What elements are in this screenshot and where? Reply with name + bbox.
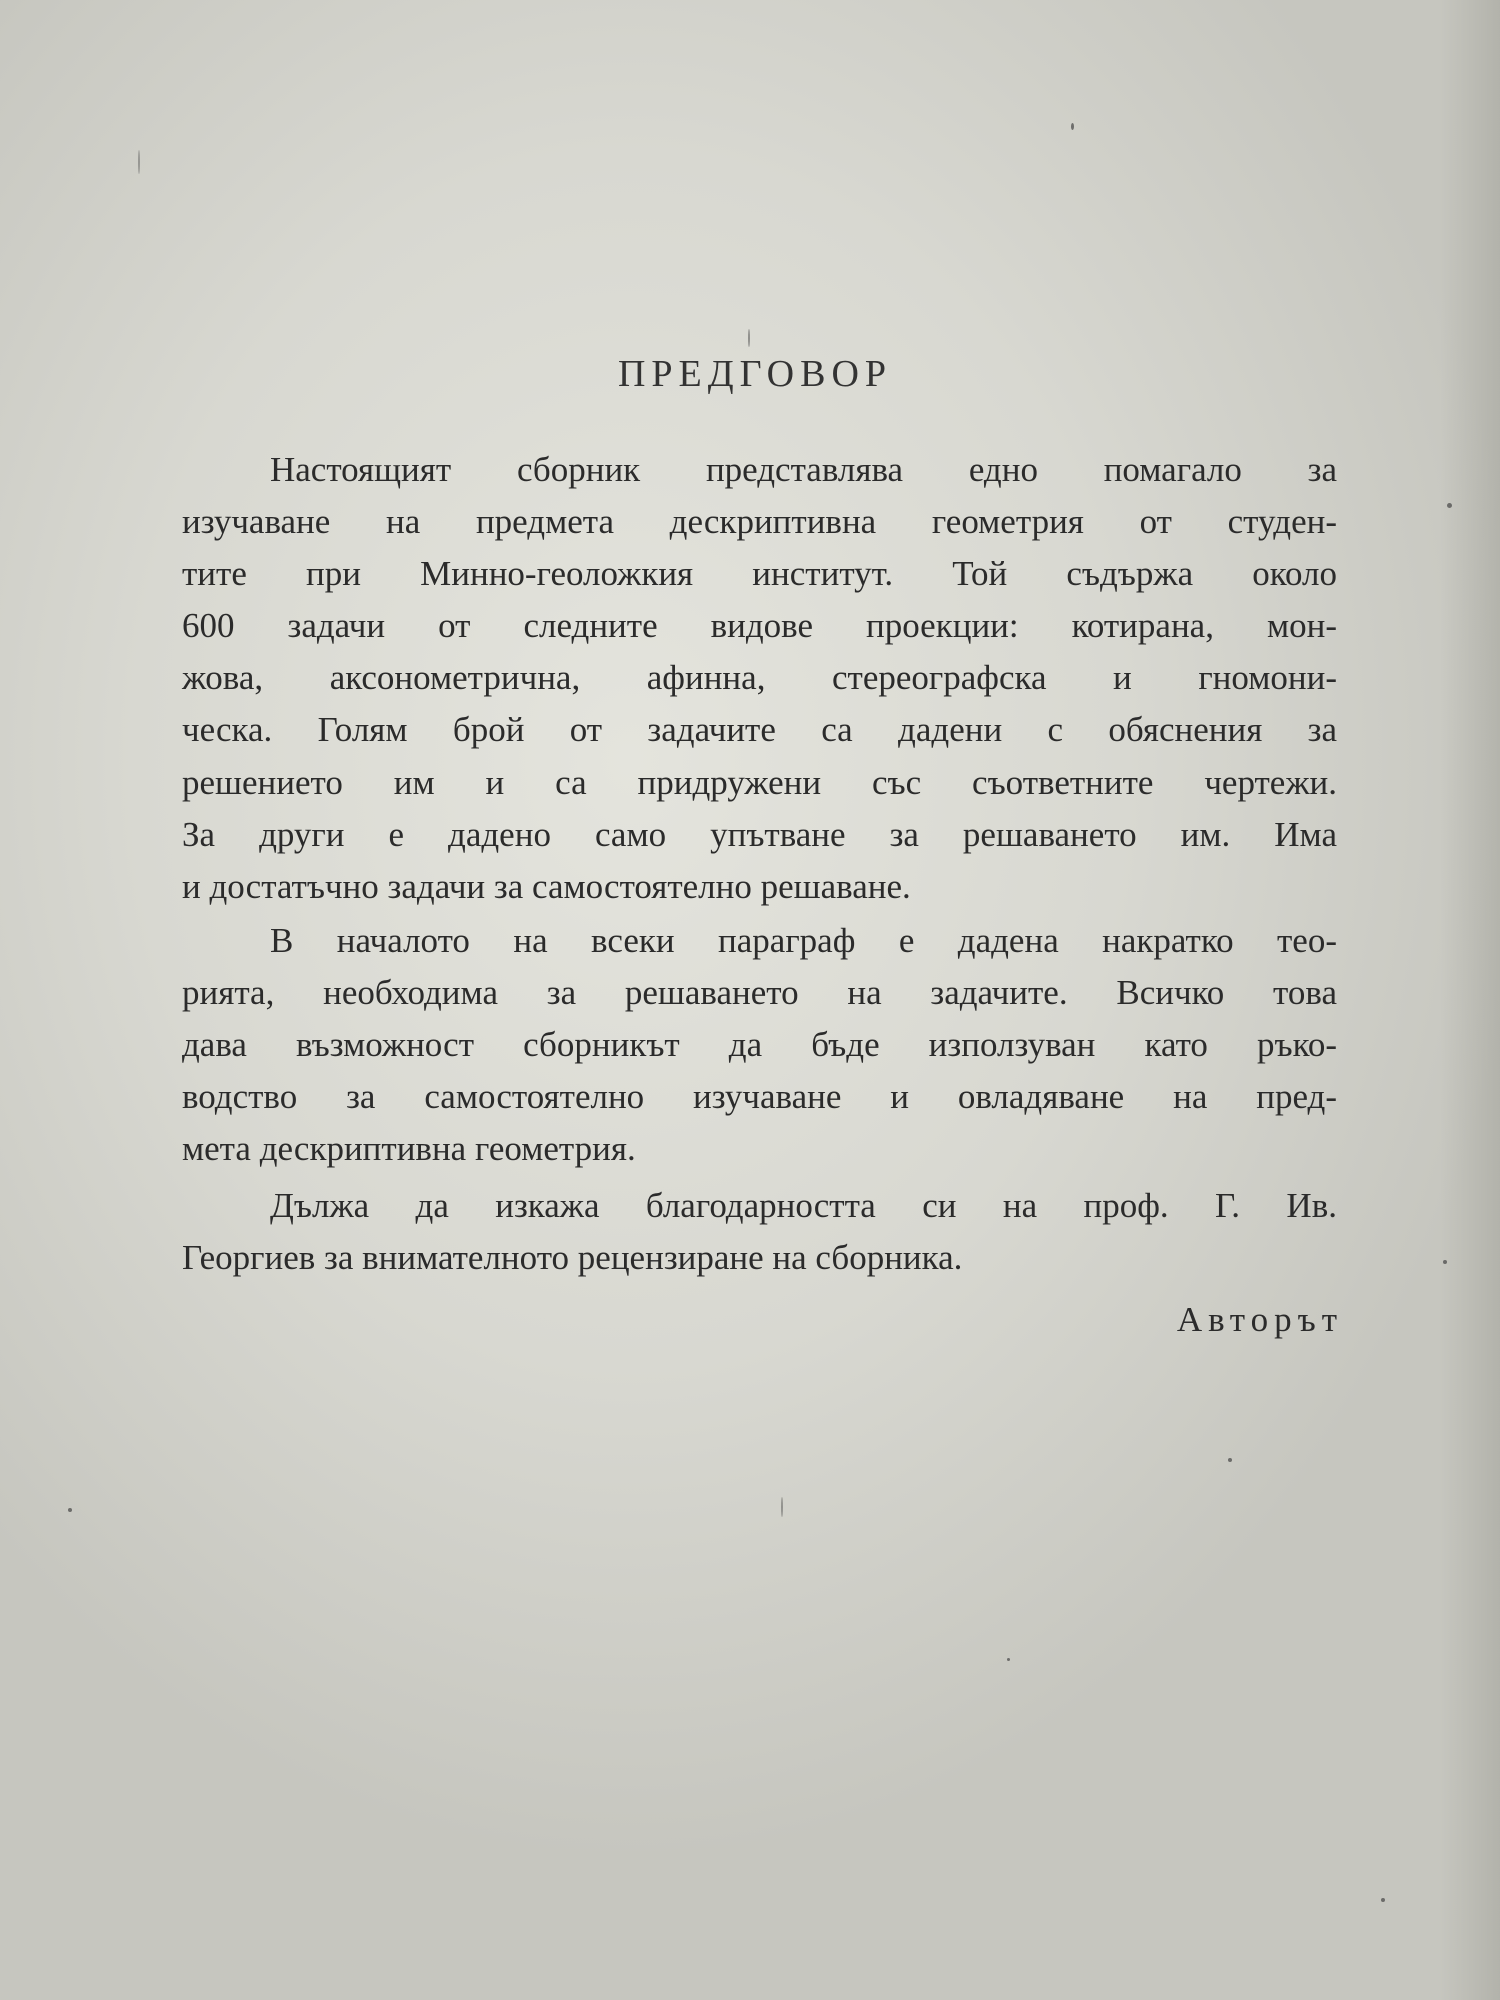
paper-speck (1007, 1658, 1010, 1661)
page-title: ПРЕДГОВОР (617, 353, 893, 395)
paper-speck (1228, 1458, 1232, 1462)
text-line: Дължа да изкажа благодарността си на проф. Г. Ив. (270, 1186, 1337, 1225)
text-line: решението им и са придружени със съответните чертежи. (182, 763, 1337, 802)
paper-speck (1071, 123, 1074, 130)
text-line: За други е дадено само упътване за решаването им. Има (182, 815, 1337, 854)
text-line: тите при Минно-геоложкия институт. Той съдържа около (182, 554, 1337, 593)
text-line: водство за самостоятелно изучаване и овладяване на пред- (182, 1077, 1337, 1116)
text-line: ческа. Голям брой от задачите са дадени с обяснения за (182, 710, 1337, 749)
paper-speck (781, 1497, 783, 1517)
author-signature: Авторът (1176, 1300, 1343, 1339)
text-line: Георгиев за внимателното рецензиране на сборника. (182, 1238, 963, 1277)
page-edge-shadow (1440, 0, 1500, 2000)
text-line: рията, необходима за решаването на задачите. Всичко това (182, 973, 1337, 1012)
text-line: изучаване на предмета дескриптивна геометрия от студен- (182, 502, 1337, 541)
paper-speck (1381, 1898, 1385, 1902)
text-line: жова, аксонометрична, афинна, стереографска и гномони- (182, 658, 1337, 697)
paper-speck (1447, 503, 1452, 508)
text-line: и достатъчно задачи за самостоятелно решаване. (182, 867, 911, 906)
paper-speck (748, 329, 750, 347)
text-line: Настоящият сборник представлява едно помагало за (270, 450, 1337, 489)
text-line: дава възможност сборникът да бъде използуван като ръко- (182, 1025, 1337, 1064)
text-line: 600 задачи от следните видове проекции: котирана, мон- (182, 606, 1337, 645)
paper-speck (68, 1508, 72, 1512)
paper-speck (138, 150, 140, 174)
text-line: мета дескриптивна геометрия. (182, 1129, 636, 1168)
paper-speck (1443, 1260, 1447, 1264)
text-line: В началото на всеки параграф е дадена накратко тео- (270, 921, 1337, 960)
